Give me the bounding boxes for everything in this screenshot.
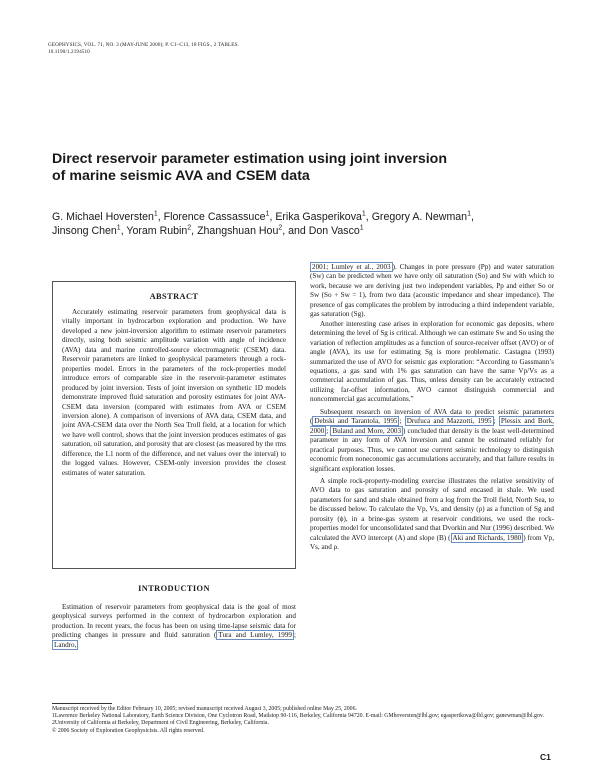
affiliation-mark: 1 bbox=[116, 223, 121, 231]
citation-link[interactable]: Tura and Lumley, 1999 bbox=[218, 631, 293, 640]
paragraph-4 bbox=[310, 477, 554, 553]
footnote-affiliation-2: 2University of California at Berkeley, Department of Civil Engineering, Berkeley, California. bbox=[52, 720, 269, 727]
introduction-text: Estimation of reservoir parameters from geophysical data is the goal of most geophysical surveys performed in the context of hydrocarbon exploration and production. In recent years, the focus has been on using time-lapse seismic data for predicting changes in pressure and fluid saturation ( bbox=[52, 603, 296, 640]
citation-separator: ; bbox=[326, 426, 331, 435]
author: and Don Vasco bbox=[288, 224, 360, 237]
citation-separator: ; bbox=[294, 631, 296, 640]
title-line-2: of marine seismic AVA and CSEM data bbox=[52, 167, 310, 184]
footnotes bbox=[52, 706, 552, 735]
abstract-text: Accurately estimating reservoir parameters from geophysical data is vitally important in hydrocarbon exploration and production. We have developed a new joint-inversion algorithm to estimate reservoir parameters directly, using both seismic amplitude variation with angle of incidence (AVA) data and marine controlled-source electromagnetic (CSEM) data. Reservoir parameters are linked to geophysical parameters through a rock-properties model. Errors in the parameters of the rock-properties model introduce errors of comparable size in the reservoir-parameter estimates produced by joint inversion. Tests of joint inversion on synthetic 1D models demonstrate improved fluid saturation and porosity estimates for joint AVA-CSEM data inversion (compared with estimates from AVA or CSEM inversion alone). A comparison of inversions of AVA data, CSEM data, and joint AVA-CSEM data over the North Sea Troll field, at a location for which we have well control, shows that the joint inversion produces estimates of gas saturation, oil saturation, and porosity that are closest (as measured by the rms difference, the L1 norm of the difference, and net values over the interval) to the logged values. However, CSEM-only inversion provides the closest estimates of water saturation. bbox=[62, 308, 286, 477]
paragraph-1 bbox=[310, 263, 554, 320]
footnote-affiliation-1: 1Lawrence Berkeley National Laboratory, Earth Science Division, One Cyclotron Road, Mailstop 90-116, Berkeley, California 94720. E-mail: GMhoversten@lbl.gov; egasperikova@lbl.gov; ganewman@lbl.gov. bbox=[52, 713, 544, 720]
author: Erika Gasperikova bbox=[275, 211, 362, 223]
footnote-received: Manuscript received by the Editor February 10, 2005; revised manuscript received August 3, 2005; published online May 25, 2006. bbox=[52, 706, 357, 712]
title-line-1: Direct reservoir parameter estimation using joint inversion bbox=[52, 151, 448, 167]
paragraph-2: Another interesting case arises in exploration for economic gas deposits, where determining the level of Sg is critical. Although we can estimate Sw and So using the variation of reflection amplitudes as a function of source-receiver offset (AVO) or of angle (AVA), its use for estimating Sg is more problematic. Castagna (1993) summarized the use of AVO for seismic gas exploration: “According to Gassmann’s equations, a gas sand with 1% gas saturation can have the same Vp/Vs as a commercial accumulation of gas. Thus, unless density can be accurately extracted utilizing far-offset information, AVO cannot distinguish commercial and noncommercial gas accumulations.” bbox=[310, 319, 554, 404]
journal-header bbox=[48, 42, 239, 55]
paragraph-4-text-a: A simple rock-property-modeling exercise illustrates the relative sensitivity of AVO data to gas saturation and porosity of sand encased in shale. We used parameters for sand and shale obtained from a log from the Troll field, North Sea, to be discussed below. To calculate the Vp, Vs, and density (ρ) as a function of Sg and porosity (ϕ), in a brine-gas system at reservoir conditions, we used the rock-properties model for unconsolidated sand that Dvorkin and Nur (1996) described. We calculated the AVO intercept (A) and slope (B) ( bbox=[310, 476, 554, 542]
introduction-heading: INTRODUCTION bbox=[138, 584, 210, 593]
author: Jinsong Chen bbox=[52, 224, 117, 237]
right-column bbox=[310, 263, 554, 553]
author: G. Michael Hoversten bbox=[52, 211, 154, 223]
abstract-body bbox=[62, 308, 286, 478]
citation-link[interactable]: Plessix and Bork, 2000 bbox=[310, 417, 554, 435]
affiliation-mark: 2 bbox=[187, 223, 192, 231]
abstract-heading: ABSTRACT bbox=[149, 292, 199, 301]
journal-citation: GEOPHYSICS, VOL. 71, NO. 3 (MAY-JUNE 2006); P. C1–C13, 18 FIGS., 2 TABLES. bbox=[48, 42, 239, 48]
affiliation-mark: 2 bbox=[278, 223, 283, 231]
citation-link[interactable]: Buland and More, 2003 bbox=[332, 426, 402, 435]
paragraph-3 bbox=[310, 408, 554, 474]
author: Yoram Rubin bbox=[126, 224, 188, 237]
affiliation-mark: 1 bbox=[361, 210, 366, 218]
paragraph-4-text-b: ) from Vp, Vs, and ρ. bbox=[310, 533, 554, 552]
introduction-paragraph bbox=[52, 603, 296, 650]
citation-link[interactable]: Landro, bbox=[54, 640, 77, 649]
paragraph-1-text: ). Changes in pore pressure (Pp) and water saturation (Sw) can be predicted when we have only oil saturation (So) and Sw with which to work, because we are deriving just two independent variables, Pp and either So or Sw (So + Sw = 1), from two data (acoustic impedance and shear impedance). The presence of gas complicates the problem by introducing a third independent variable, gas saturation (Sg). bbox=[310, 263, 554, 319]
citation-separator: ; bbox=[493, 417, 499, 426]
citation-link[interactable]: Aki and Richards, 1980 bbox=[452, 533, 522, 542]
citation-link[interactable]: 2001; Lumley et al., 2003 bbox=[312, 263, 391, 271]
author: Zhangshuan Hou bbox=[197, 224, 279, 237]
footnote-copyright: © 2006 Society of Exploration Geophysicists. All rights reserved. bbox=[52, 727, 205, 734]
footnote-divider bbox=[52, 703, 112, 704]
citation-link[interactable]: Drufuca and Mazzotti, 1995 bbox=[406, 417, 492, 426]
author: Florence Cassassuce bbox=[163, 211, 266, 223]
paragraph-3-text-a: Subsequent research on inversion of AVA data to predict seismic parameters ( bbox=[310, 407, 554, 426]
citation-link[interactable]: Debski and Tarantola, 1995 bbox=[314, 417, 398, 426]
author-list: G. Michael Hoversten$^1$, Florence Cassassuce$^1$, Erika Gasperikova$^1$, Gregory A. Newman$^1$, Jinsong Chen$^1$, Yoram Rubin$^2$, Zhangshuan Hou$^2$, and Don Vasco$^1$ bbox=[52, 210, 474, 237]
paragraph-3-text-b: ) concluded that density is the least well-determined parameter in any form of AVA inversion and cannot be estimated reliably for practical purposes. Thus, we cannot use current seismic technology to distinguish economic from noneconomic gas accumulations accurately, and that failure results in significant exploration losses. bbox=[310, 426, 554, 473]
citation-separator: ; bbox=[399, 417, 405, 426]
page-number: C1 bbox=[540, 752, 551, 762]
author: Gregory A. Newman bbox=[371, 211, 468, 223]
doi: 10.1190/1.2194510 bbox=[48, 48, 90, 55]
affiliation-mark: 1 bbox=[265, 210, 270, 218]
affiliation-mark: 1 bbox=[467, 210, 471, 218]
paper-title bbox=[52, 151, 522, 184]
affiliation-mark: 1 bbox=[359, 223, 364, 231]
introduction-body bbox=[52, 603, 296, 650]
affiliation-mark: 1 bbox=[153, 210, 158, 218]
